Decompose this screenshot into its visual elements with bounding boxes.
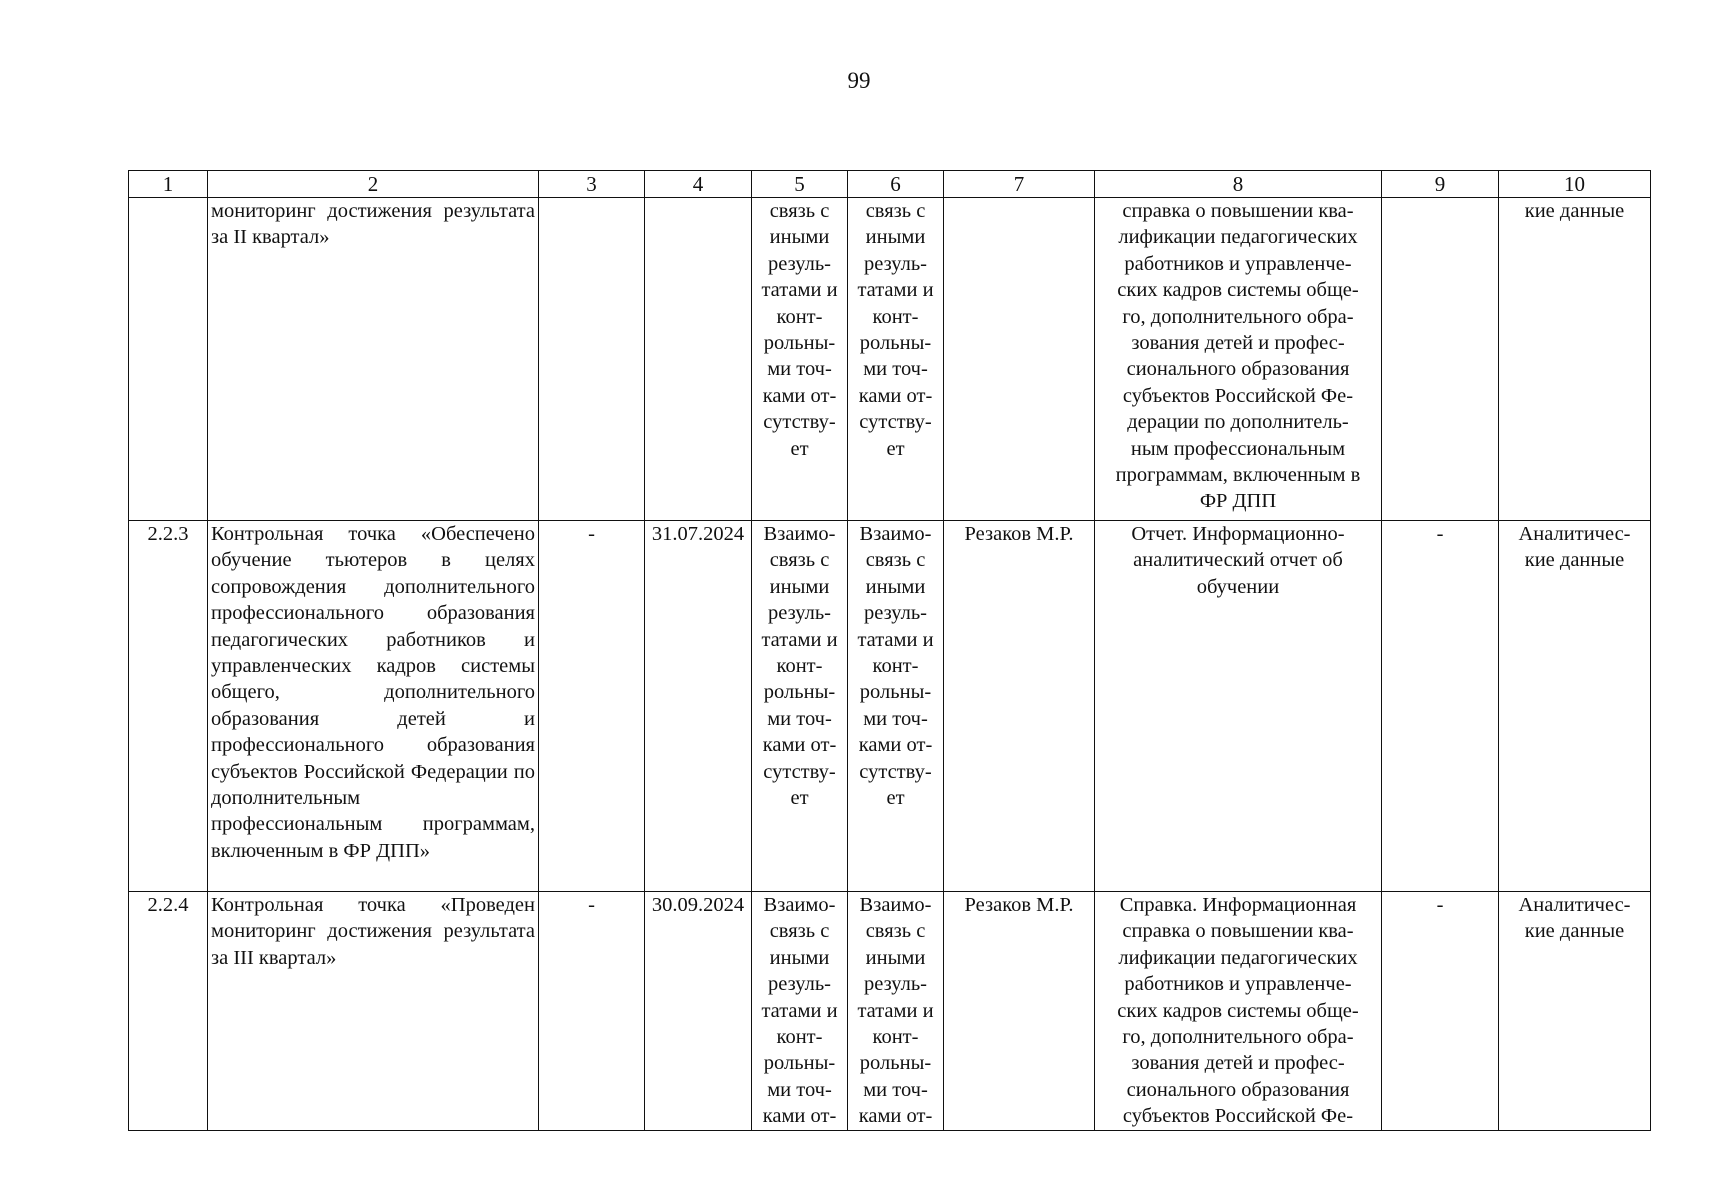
header-col-5: 5 bbox=[752, 171, 848, 198]
cell-level: - bbox=[1382, 521, 1499, 892]
table-row bbox=[129, 892, 1651, 1131]
cell-responsible: Резаков М.Р. bbox=[944, 892, 1095, 1131]
header-col-10: 10 bbox=[1499, 171, 1651, 198]
header-col-7: 7 bbox=[944, 171, 1095, 198]
header-col-4: 4 bbox=[645, 171, 752, 198]
cell-name: Контрольная точка «Проведен мониторинг достижения результата за III квартал» bbox=[208, 892, 539, 1131]
cell-start-date: - bbox=[539, 521, 645, 892]
cell-predecessors: Взаимо- связь с иными резуль- татами и конт- рольны- ми точ- ками от- сутству- ет bbox=[752, 521, 848, 892]
cell-name: Контрольная точка «Обеспечено обучение тьютеров в целях сопровождения дополнительного профессионального образования педагогических работников и управленческих кадров системы общего, дополнительного образования детей и профессионального образования субъектов Российской Федерации по дополнительным профессиональным программам, включенным в ФР ДПП» bbox=[208, 521, 539, 892]
cell-info-system: Аналитичес- кие данные bbox=[1499, 892, 1651, 1131]
cell-info-system: Аналитичес- кие данные bbox=[1499, 521, 1651, 892]
cell-number: 2.2.3 bbox=[129, 521, 208, 892]
cell-start-date: - bbox=[539, 892, 645, 1131]
cell-successors: Взаимо- связь с иными резуль- татами и конт- рольны- ми точ- ками от- сутству- ет bbox=[848, 521, 944, 892]
header-row bbox=[129, 171, 1651, 198]
cell-name: мониторинг достижения результата за II квартал» bbox=[208, 198, 539, 521]
cell-responsible bbox=[944, 198, 1095, 521]
cell-level: - bbox=[1382, 892, 1499, 1131]
cell-end-date bbox=[645, 198, 752, 521]
cell-number bbox=[129, 198, 208, 521]
cell-predecessors: связь с иными резуль- татами и конт- рольны- ми точ- ками от- сутству- ет bbox=[752, 198, 848, 521]
cell-successors: связь с иными резуль- татами и конт- рольны- ми точ- ками от- сутству- ет bbox=[848, 198, 944, 521]
header-col-1: 1 bbox=[129, 171, 208, 198]
plan-table bbox=[128, 170, 1651, 1131]
header-col-6: 6 bbox=[848, 171, 944, 198]
cell-start-date bbox=[539, 198, 645, 521]
cell-end-date: 31.07.2024 bbox=[645, 521, 752, 892]
table-row bbox=[129, 521, 1651, 892]
table-row bbox=[129, 198, 1651, 521]
header-col-2: 2 bbox=[208, 171, 539, 198]
cell-result-document: Отчет. Информационно- аналитический отчет об обучении bbox=[1095, 521, 1382, 892]
cell-successors: Взаимо- связь с иными резуль- татами и конт- рольны- ми точ- ками от- bbox=[848, 892, 944, 1131]
page-number: 99 bbox=[847, 68, 871, 93]
header-col-3: 3 bbox=[539, 171, 645, 198]
cell-end-date: 30.09.2024 bbox=[645, 892, 752, 1131]
header-col-9: 9 bbox=[1382, 171, 1499, 198]
cell-predecessors: Взаимо- связь с иными резуль- татами и конт- рольны- ми точ- ками от- bbox=[752, 892, 848, 1131]
cell-level bbox=[1382, 198, 1499, 521]
cell-result-document: Справка. Информационная справка о повышении ква- лификации педагогических работников и управленче- ских кадров системы обще- го, дополнительного обра- зования детей и профес- сионального образования субъектов Российской Фе- bbox=[1095, 892, 1382, 1131]
cell-result-document: справка о повышении ква- лификации педагогических работников и управленче- ских кадров системы обще- го, дополнительного обра- зования детей и профес- сионального образования субъектов Российской Фе- дерации по дополнитель- ным профессиональным программам, включенным в ФР ДПП bbox=[1095, 198, 1382, 521]
cell-number: 2.2.4 bbox=[129, 892, 208, 1131]
header-col-8: 8 bbox=[1095, 171, 1382, 198]
cell-responsible: Резаков М.Р. bbox=[944, 521, 1095, 892]
cell-info-system: кие данные bbox=[1499, 198, 1651, 521]
